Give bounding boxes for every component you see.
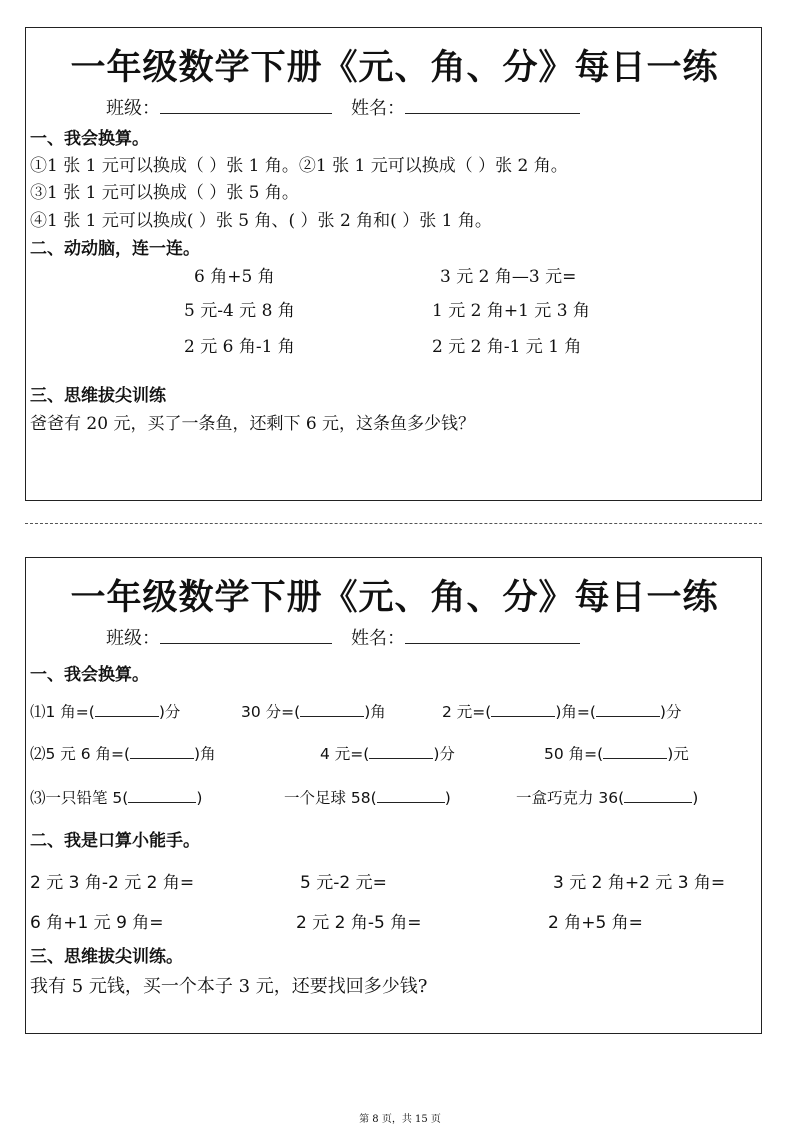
answer-blank[interactable] [95,716,159,717]
arithmetic-item: 2 元 2 角-5 角= [296,913,422,933]
class-field [106,624,332,650]
worksheet-title: 一年级数学下册《元、角、分》每日一练 [70,48,719,88]
name-field [351,624,580,650]
page-footer: 第 8 页，共 15 页 [359,1114,441,1125]
row-text: ) [196,789,203,807]
answer-blank[interactable] [300,716,364,717]
section-heading: 二、我是口算小能手。 [30,831,200,851]
word-problem: 我有 5 元钱，买一个本子 3 元，还要找回多少钱? [30,976,428,997]
match-right-item: 1 元 2 角+1 元 3 角 [432,301,590,321]
row-text: )分 [158,703,181,721]
row-text: )分 [659,703,682,721]
conversion-row [442,700,681,722]
conversion-row [30,786,202,808]
match-left-item: 5 元-4 元 8 角 [184,301,295,321]
section-heading: 一、我会换算。 [30,129,149,149]
row-text: 30 分=( [241,703,301,721]
row-text: ) [692,789,699,807]
row-text: )角=( [555,703,596,721]
section-heading: 三、思维拔尖训练 [30,386,166,406]
arithmetic-item: 5 元-2 元= [300,873,387,893]
row-text: ⑶一只铅笔 5( [30,789,129,807]
conversion-row [30,742,216,764]
arithmetic-item: 2 角+5 角= [548,913,643,933]
name-label: 姓名： [351,628,405,649]
conversion-row [544,742,689,764]
cut-line [25,523,762,524]
conversion-row [241,700,386,722]
name-field [351,94,580,120]
match-right-item: 3 元 2 角—3 元= [440,267,577,287]
row-text: 50 角=( [544,745,604,763]
answer-blank[interactable] [491,716,555,717]
arithmetic-item: 6 角+1 元 9 角= [30,913,164,933]
row-text: 一盒巧克力 36( [516,789,625,807]
class-input-line[interactable] [160,643,332,644]
row-text: 4 元=( [320,745,370,763]
name-label: 姓名： [351,98,405,119]
answer-blank[interactable] [603,758,667,759]
exercise-line: ③1 张 1 元可以换成（ ）张 5 角。 [30,183,299,203]
row-text: 一个足球 58( [284,789,377,807]
answer-blank[interactable] [596,716,660,717]
conversion-row [30,700,180,722]
row-text: 2 元=( [442,703,492,721]
row-text: )元 [667,745,689,763]
answer-blank[interactable] [369,758,433,759]
exercise-line: ④1 张 1 元可以换成( ）张 5 角、( ）张 2 角和( ）张 1 角。 [30,211,492,231]
section-heading: 三、思维拔尖训练。 [30,947,183,967]
conversion-row [320,742,455,764]
worksheet-2 [25,557,762,1034]
conversion-row [284,786,451,808]
row-text: ⑵5 元 6 角=( [30,745,131,763]
name-input-line[interactable] [405,113,580,114]
match-left-item: 6 角+5 角 [194,267,275,287]
class-field [106,94,332,120]
arithmetic-item: 2 元 3 角-2 元 2 角= [30,873,195,893]
row-text: ⑴1 角=( [30,703,95,721]
section-heading: 一、我会换算。 [30,665,149,685]
row-text: )角 [194,745,216,763]
name-input-line[interactable] [405,643,580,644]
conversion-row [516,786,698,808]
class-input-line[interactable] [160,113,332,114]
answer-blank[interactable] [624,802,692,803]
word-problem: 爸爸有 20 元，买了一条鱼，还剩下 6 元，这条鱼多少钱？ [30,414,476,434]
row-text: ) [444,789,451,807]
section-heading: 二、动动脑，连一连。 [30,239,200,259]
answer-blank[interactable] [130,758,194,759]
worksheet-title: 一年级数学下册《元、角、分》每日一练 [70,578,719,618]
answer-blank[interactable] [377,802,445,803]
match-left-item: 2 元 6 角-1 角 [184,337,295,357]
class-label: 班级： [106,628,160,649]
exercise-line: ①1 张 1 元可以换成（ ）张 1 角。②1 张 1 元可以换成（ ）张 2 角。 [30,156,568,176]
match-right-item: 2 元 2 角-1 元 1 角 [432,337,582,357]
row-text: )角 [364,703,386,721]
class-label: 班级： [106,98,160,119]
worksheet-1 [25,27,762,501]
row-text: )分 [433,745,455,763]
answer-blank[interactable] [128,802,196,803]
arithmetic-item: 3 元 2 角+2 元 3 角= [553,873,726,893]
